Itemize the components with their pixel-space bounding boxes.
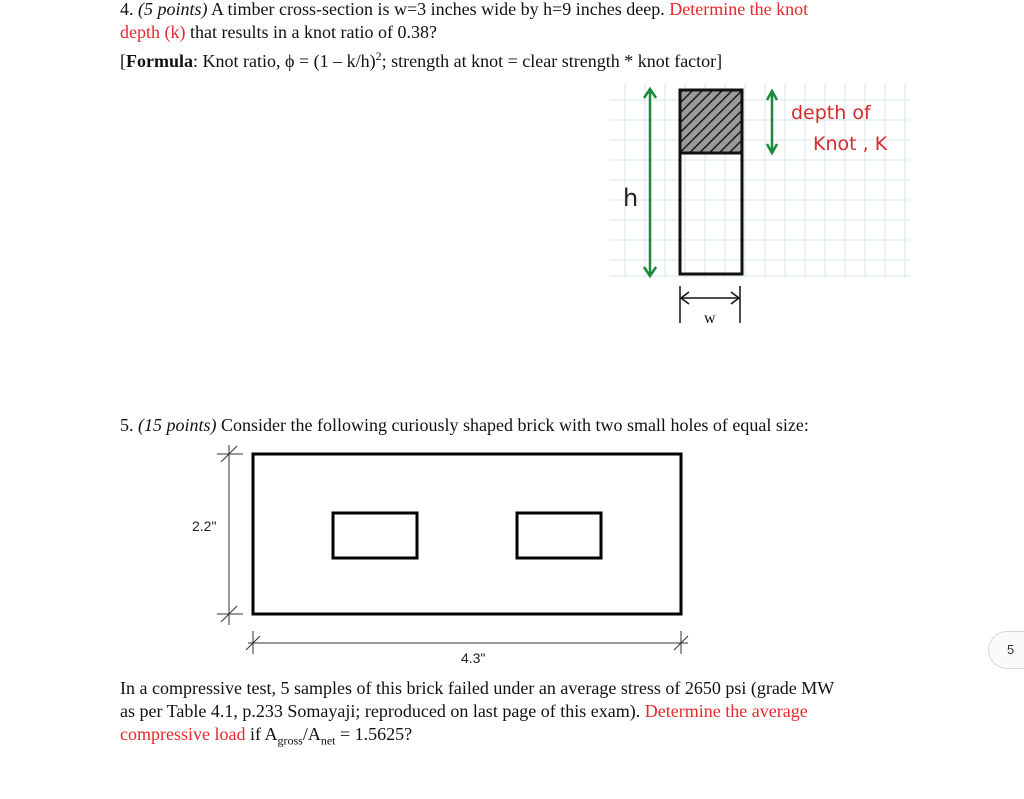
formula-sup: 2 xyxy=(375,49,382,63)
q5-body-line1 xyxy=(120,677,834,700)
brick-hole-right xyxy=(517,513,601,558)
q4-red1: Determine the knot xyxy=(669,0,809,19)
q4-red2: depth (k) xyxy=(120,22,186,42)
h-label: h xyxy=(623,184,639,212)
q5-text: Consider the following curiously shaped brick with two small holes of equal size: xyxy=(216,415,809,435)
q5-body-slash: /A xyxy=(302,724,321,744)
question-4-line2 xyxy=(120,21,437,44)
formula-text-b: ; strength at knot = clear strength * knot factor] xyxy=(381,51,723,71)
depth-label-line1: depth of xyxy=(791,102,871,124)
height-label: 2.2" xyxy=(192,518,217,534)
knot-area xyxy=(680,90,742,153)
q4-points: (5 points) xyxy=(138,0,208,19)
q5-body-text4: = 1.5625? xyxy=(335,724,413,744)
brick-hole-left xyxy=(333,513,417,558)
width-label: 4.3" xyxy=(461,650,486,666)
q5-points: (15 points) xyxy=(138,415,217,435)
depth-label-line2: Knot , K xyxy=(813,133,888,155)
q5-body-text3: if A xyxy=(245,724,278,744)
q5-body-text2: as per Table 4.1, p.233 Somayaji; reproduced on last page of this exam). xyxy=(120,701,645,721)
q5-body-line2 xyxy=(120,700,808,723)
q4-number: 4. xyxy=(120,0,134,19)
formula-label: Formula xyxy=(126,51,193,71)
h-dimension-arrow xyxy=(644,89,656,276)
formula-text-a: : Knot ratio, ϕ = (1 – k/h) xyxy=(193,51,376,71)
brick-figure xyxy=(180,440,720,670)
q5-body-text1: In a compressive test, 5 samples of this brick failed under an average stress of 2650 psi (grade MW xyxy=(120,678,835,698)
formula-open-bracket: [ xyxy=(120,51,126,71)
q4-text2: that results in a knot ratio of 0.38? xyxy=(185,22,437,42)
q4-text1: A timber cross-section is w=3 inches wide by h=9 inches deep. xyxy=(207,0,670,19)
q5-body-red1: Determine the average xyxy=(644,701,808,721)
height-dimension xyxy=(217,445,243,625)
page-number-badge[interactable] xyxy=(988,631,1024,669)
question-4-line1 xyxy=(120,0,808,21)
q5-body-red2: compressive load xyxy=(120,724,246,744)
q5-number: 5. xyxy=(120,415,134,435)
sub-net: net xyxy=(320,733,336,748)
question-5-line xyxy=(120,414,809,437)
question-4-formula xyxy=(120,45,722,73)
timber-section-figure xyxy=(605,78,915,330)
q5-body-line3 xyxy=(120,723,412,753)
page-number: 5 xyxy=(1007,642,1015,657)
w-label: w xyxy=(704,310,716,327)
brick-outline xyxy=(253,454,681,614)
sub-gross: gross xyxy=(277,733,303,748)
